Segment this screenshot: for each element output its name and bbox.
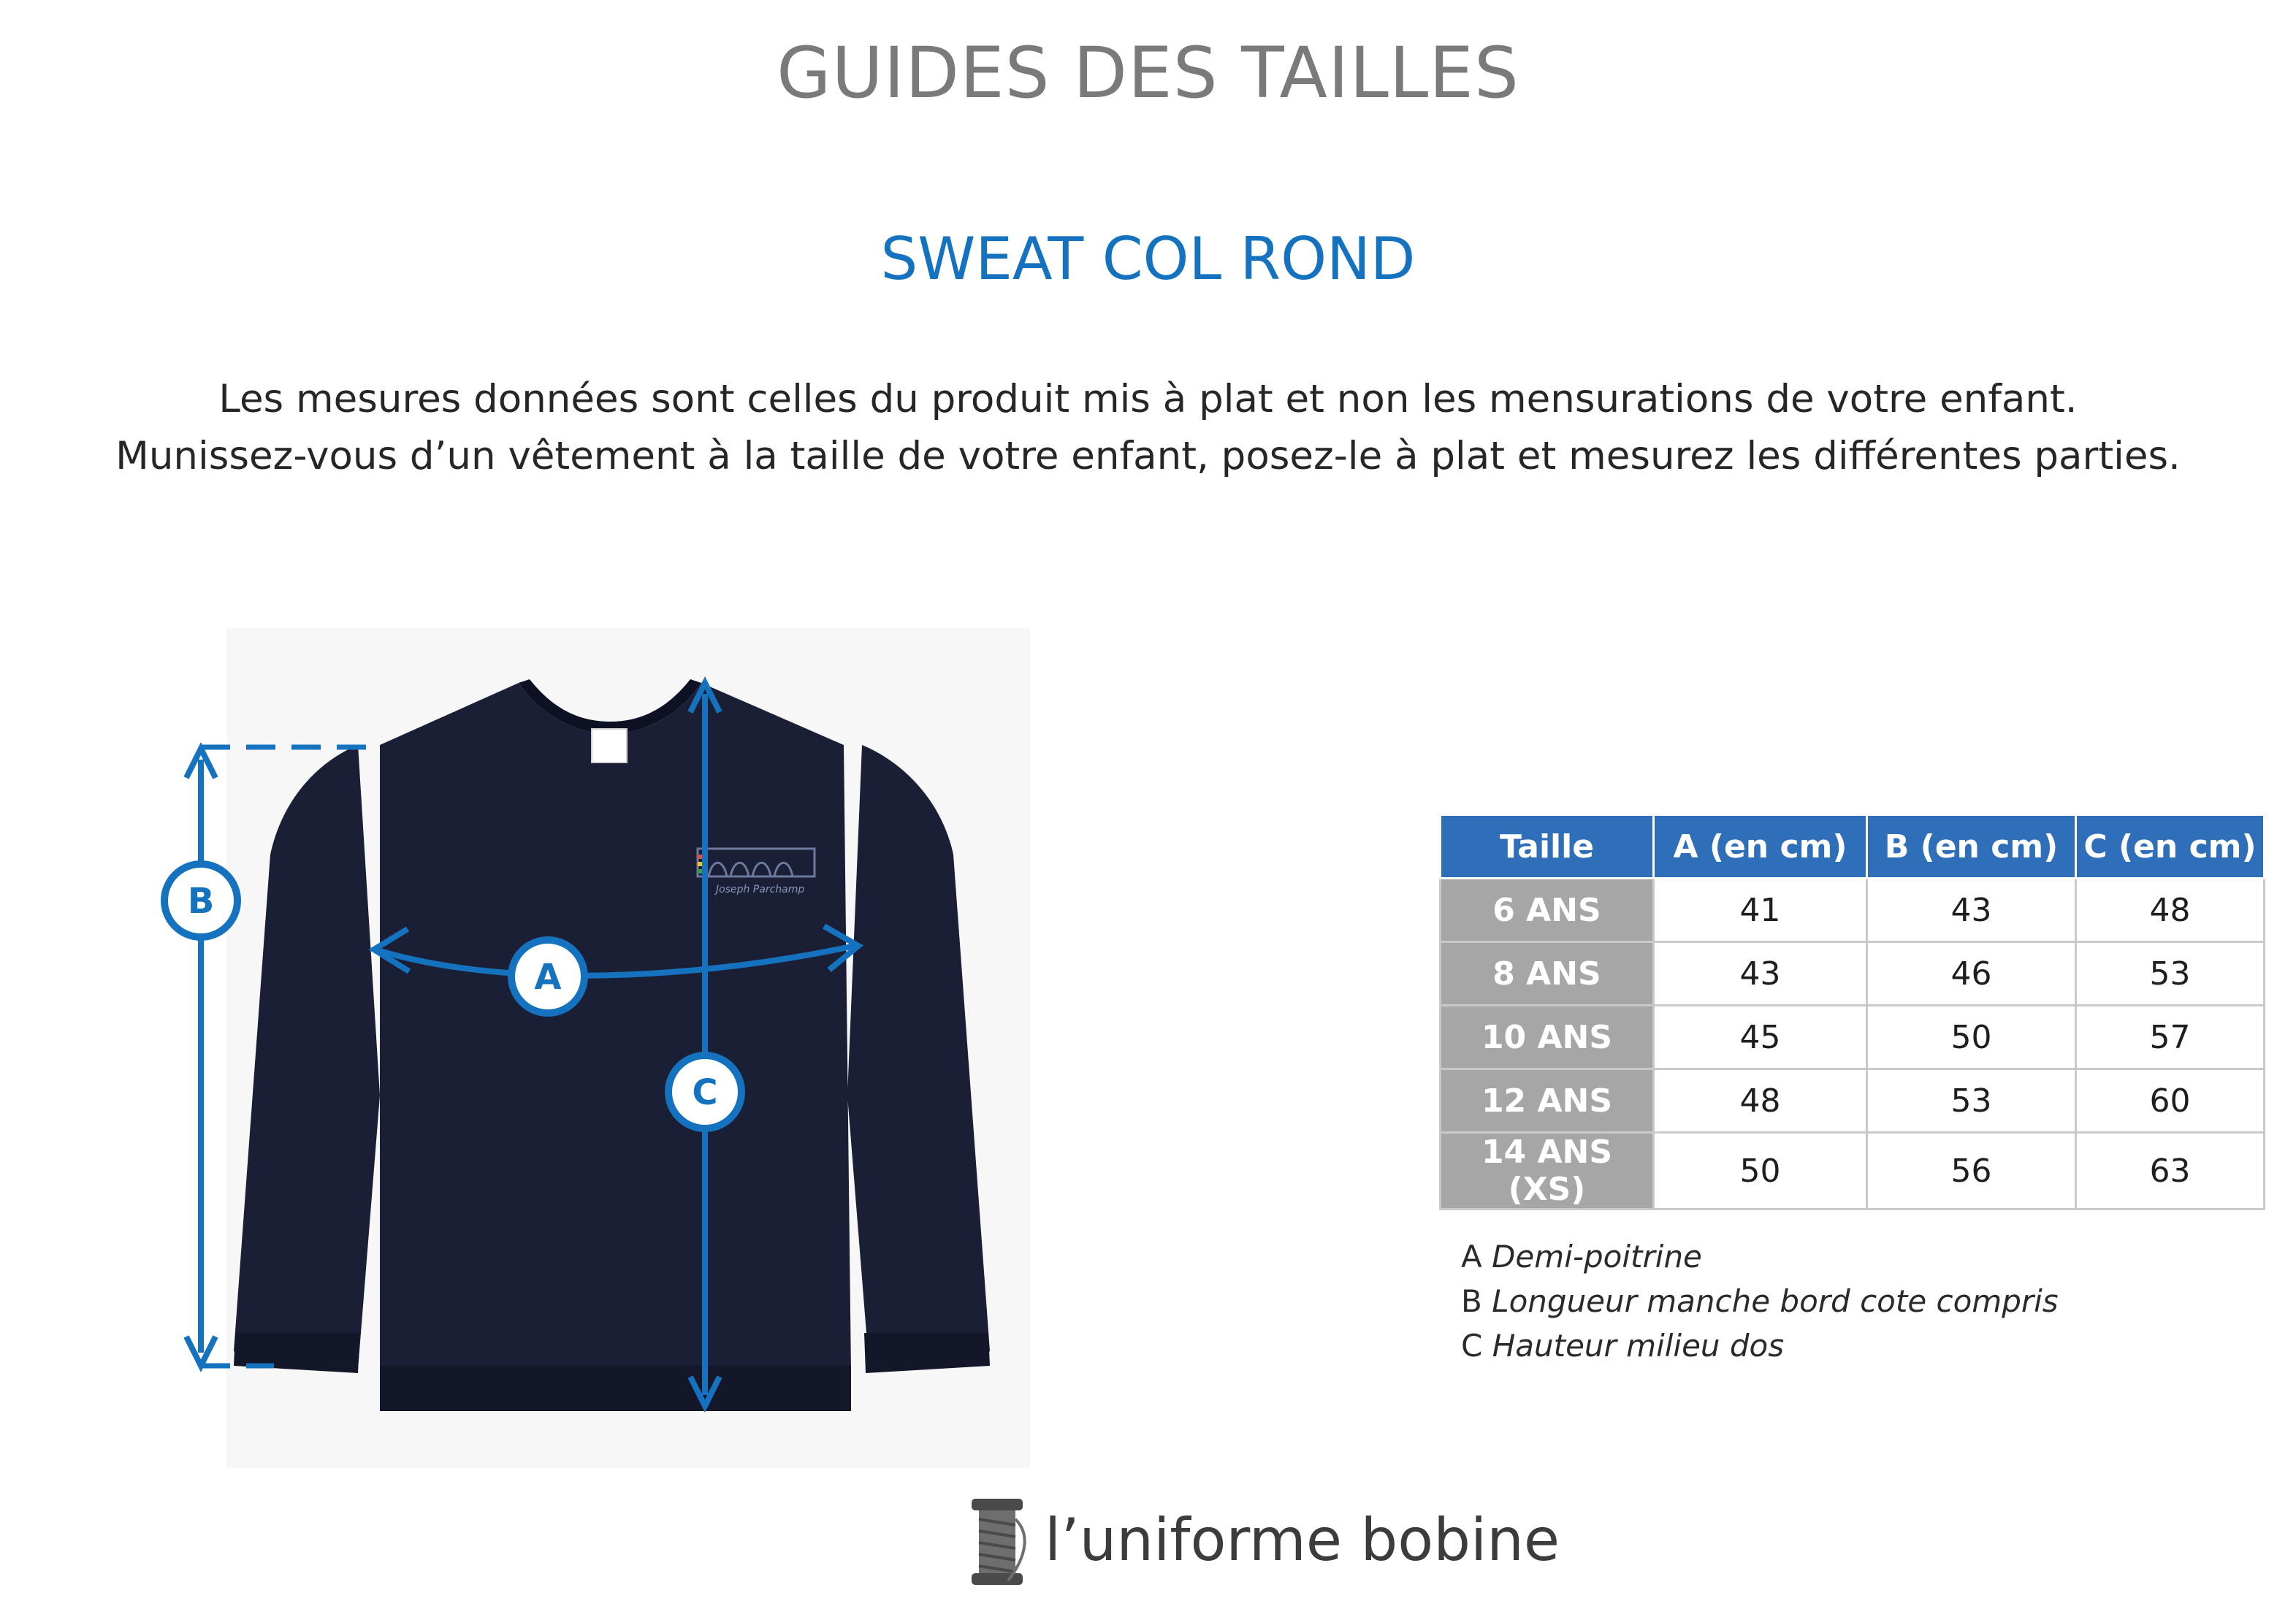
table-row	[1441, 879, 2265, 942]
hem-rib	[380, 1366, 851, 1411]
col-header-size: Taille	[1441, 815, 1654, 879]
value-c: 60	[2076, 1069, 2265, 1133]
value-c: 57	[2076, 1006, 2265, 1069]
value-a: 50	[1654, 1133, 1867, 1209]
legend-item	[1461, 1323, 2059, 1368]
table-row	[1441, 1069, 2265, 1133]
marker-b-label: B	[187, 881, 215, 922]
marker-c-label: C	[692, 1072, 718, 1113]
value-b: 53	[1867, 1069, 2076, 1133]
legend-label: Demi-poitrine	[1492, 1239, 1702, 1274]
col-header-a: A (en cm)	[1654, 815, 1867, 879]
sweatshirt-diagram	[131, 614, 1081, 1475]
legend-label: Longueur manche bord cote compris	[1492, 1283, 2059, 1319]
value-b: 46	[1867, 942, 2076, 1006]
table-row	[1441, 1006, 2265, 1069]
marker-a-label: A	[534, 957, 562, 998]
measurement-legend	[1461, 1234, 2059, 1368]
size-cell: 12 ANS	[1441, 1069, 1654, 1133]
table-row	[1441, 942, 2265, 1006]
value-b: 56	[1867, 1133, 2076, 1209]
col-header-b: B (en cm)	[1867, 815, 2076, 879]
patch-label: Joseph Parchamp	[716, 884, 805, 895]
size-cell: 14 ANS (XS)	[1441, 1133, 1654, 1209]
page-title: GUIDES DES TAILLES	[777, 32, 1519, 114]
size-cell: 8 ANS	[1441, 942, 1654, 1006]
legend-item	[1461, 1279, 2059, 1323]
value-a: 41	[1654, 879, 1867, 942]
legend-key: A	[1461, 1239, 1482, 1274]
sweatshirt-icon	[234, 683, 990, 1410]
size-table	[1439, 814, 2265, 1210]
size-cell: 6 ANS	[1441, 879, 1654, 942]
neck-label	[592, 729, 627, 763]
value-c: 48	[2076, 879, 2265, 942]
legend-key: B	[1461, 1283, 1482, 1319]
value-a: 45	[1654, 1006, 1867, 1069]
value-c: 53	[2076, 942, 2265, 1006]
value-a: 43	[1654, 942, 1867, 1006]
value-a: 48	[1654, 1069, 1867, 1133]
table-header-row	[1441, 815, 2265, 879]
size-cell: 10 ANS	[1441, 1006, 1654, 1069]
intro-text	[0, 371, 2296, 485]
table-row	[1441, 1133, 2265, 1209]
value-b: 43	[1867, 879, 2076, 942]
brand-name: l’uniforme bobine	[1045, 1506, 1560, 1574]
intro-line-2: Munissez-vous d’un vêtement à la taille de votre enfant, posez-le à plat et mesurez les différentes parties.	[115, 434, 2181, 478]
value-b: 50	[1867, 1006, 2076, 1069]
brand-logo	[957, 1490, 1560, 1592]
legend-item	[1461, 1234, 2059, 1279]
spool-icon	[957, 1490, 1037, 1592]
value-c: 63	[2076, 1133, 2265, 1209]
legend-label: Hauteur milieu dos	[1492, 1328, 1785, 1364]
col-header-c: C (en cm)	[2076, 815, 2265, 879]
product-title: SWEAT COL ROND	[880, 225, 1416, 293]
legend-key: C	[1461, 1328, 1483, 1364]
intro-line-1: Les mesures données sont celles du produit mis à plat et non les mensurations de votre enfant.	[218, 377, 2078, 421]
